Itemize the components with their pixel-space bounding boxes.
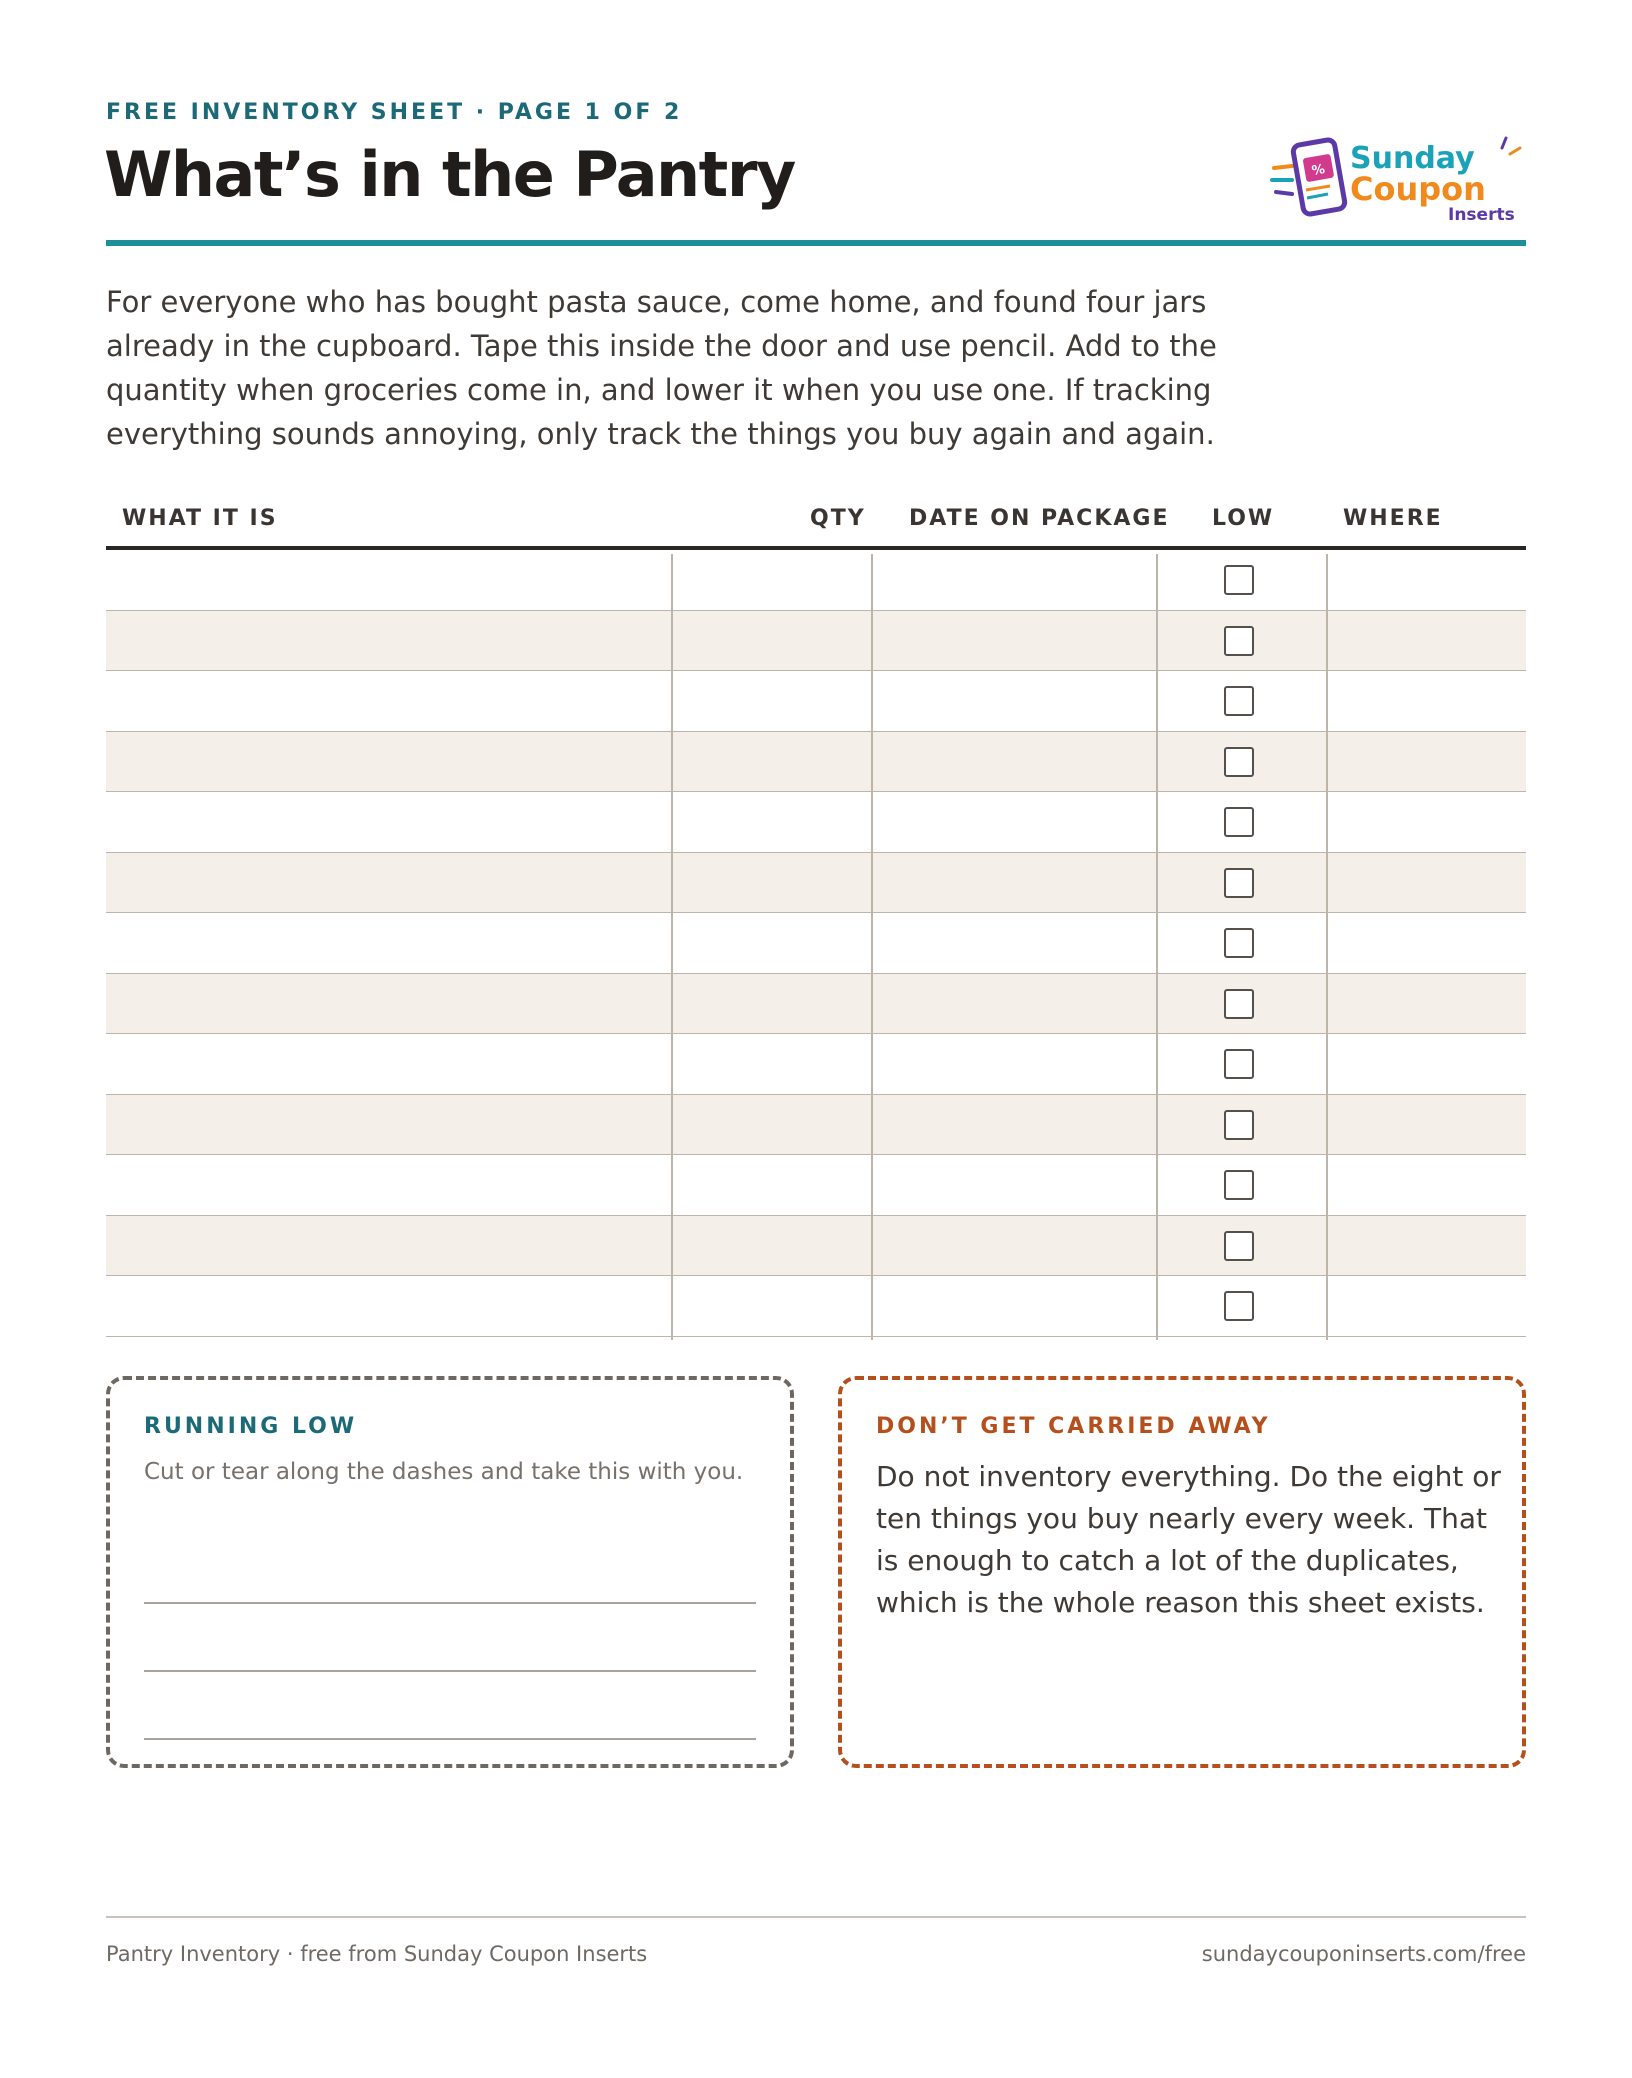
footer-credit: Pantry Inventory · free from Sunday Coupon Inserts [106, 1942, 648, 1966]
intro-paragraph: For everyone who has bought pasta sauce, come home, and found four jars already in the cupboard. Tape this inside the door and use pencil. Add to the quantity when groceries come in, and lower it when you use one. If tracking everything sounds annoying, only track the things you buy again and again. [106, 285, 1217, 451]
table-row [106, 1155, 1526, 1216]
logo-line-3: Inserts [1448, 205, 1515, 224]
table-row [106, 1095, 1526, 1156]
running-low-cutout [106, 1376, 794, 1768]
low-checkbox[interactable] [1224, 565, 1254, 595]
low-checkbox[interactable] [1224, 1110, 1254, 1140]
logo-line-1: Sunday [1350, 141, 1475, 176]
low-checkbox[interactable] [1224, 1291, 1254, 1321]
column-qty: QTY [810, 506, 866, 531]
low-checkbox[interactable] [1224, 686, 1254, 716]
column-what-it-is: WHAT IT IS [122, 506, 278, 531]
table-row [106, 1034, 1526, 1095]
page-eyebrow: FREE INVENTORY SHEET · PAGE 1 OF 2 [106, 100, 683, 125]
table-header [106, 500, 1526, 550]
table-row [106, 913, 1526, 974]
low-checkbox[interactable] [1224, 747, 1254, 777]
footer-url[interactable]: sundaycouponinserts.com/free [1201, 1942, 1526, 1966]
dont-get-carried-away-body: Do not inventory everything. Do the eight or ten things you buy nearly every week. That is enough to catch a lot of the duplicates, which is the whole reason this sheet exists. [876, 1460, 1501, 1619]
table-row [106, 1276, 1526, 1337]
table-row [106, 732, 1526, 793]
low-checkbox[interactable] [1224, 928, 1254, 958]
column-low: LOW [1212, 506, 1275, 531]
logo-line-2: Coupon [1350, 170, 1486, 208]
running-low-note: Cut or tear along the dashes and take this with you. [144, 1459, 744, 1485]
table-row [106, 792, 1526, 853]
coupon-phone-icon [1272, 139, 1346, 215]
write-line [144, 1738, 756, 1740]
write-line [144, 1670, 756, 1672]
table-rows [106, 550, 1526, 1337]
dont-get-carried-away-title: DON’T GET CARRIED AWAY [876, 1414, 1271, 1439]
column-date-on-package: DATE ON PACKAGE [909, 506, 1170, 531]
running-low-title: RUNNING LOW [144, 1414, 358, 1439]
low-checkbox[interactable] [1224, 1170, 1254, 1200]
write-line [144, 1602, 756, 1604]
low-checkbox[interactable] [1224, 868, 1254, 898]
inventory-table [106, 500, 1526, 1337]
low-checkbox[interactable] [1224, 626, 1254, 656]
low-checkbox[interactable] [1224, 807, 1254, 837]
table-row [106, 974, 1526, 1035]
table-row [106, 550, 1526, 611]
footer-rule [106, 1916, 1526, 1918]
header-rule [106, 240, 1526, 246]
column-divider [1156, 554, 1158, 1340]
column-where: WHERE [1343, 506, 1443, 531]
low-checkbox[interactable] [1224, 1231, 1254, 1261]
column-divider [671, 554, 673, 1340]
table-row [106, 853, 1526, 914]
column-divider [1326, 554, 1328, 1340]
table-row [106, 1216, 1526, 1277]
table-row [106, 671, 1526, 732]
table-row [106, 611, 1526, 672]
dont-get-carried-away-box [838, 1376, 1526, 1768]
column-divider [871, 554, 873, 1340]
sunday-coupon-inserts-logo [1270, 134, 1532, 224]
low-checkbox[interactable] [1224, 989, 1254, 1019]
low-checkbox[interactable] [1224, 1049, 1254, 1079]
page-title: What’s in the Pantry [104, 138, 795, 211]
svg-text:%: % [1310, 161, 1327, 180]
